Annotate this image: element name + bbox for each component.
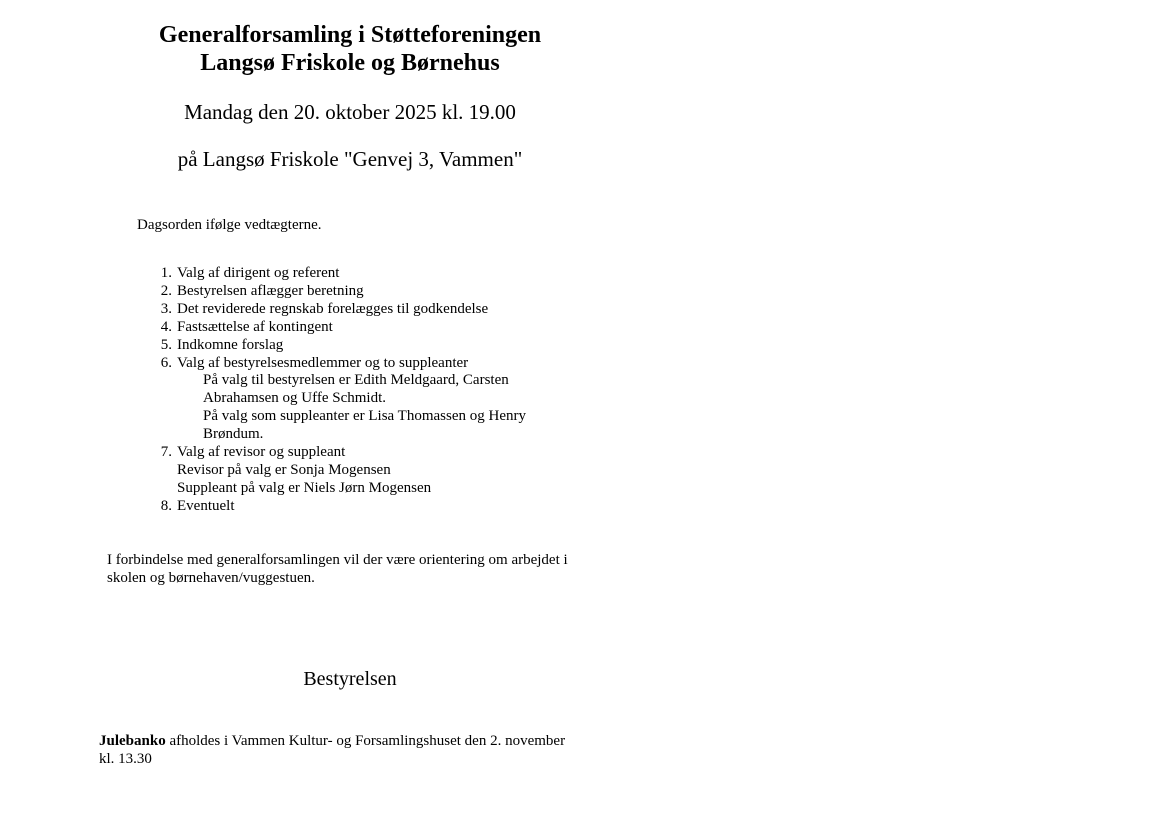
- agenda-item-number: 1.: [160, 265, 172, 281]
- meeting-place: på Langsø Friskole "Genvej 3, Vammen": [177, 147, 523, 171]
- agenda-item-5: [150, 337, 590, 355]
- agenda-intro: Dagsorden ifølge vedtægterne.: [137, 217, 322, 233]
- detail-line: Brøndum.: [203, 426, 264, 443]
- agenda-item-8: [150, 498, 590, 516]
- agenda-item-text: Det reviderede regnskab forelægges til godkendelse: [177, 300, 489, 317]
- agenda-item-number: 6.: [160, 354, 172, 371]
- agenda-list: [150, 265, 590, 516]
- agenda-item-text: Valg af revisor og suppleant: [177, 444, 346, 461]
- agenda-item-text: Indkomne forslag: [177, 336, 284, 353]
- agenda-item-text: Valg af bestyrelsesmedlemmer og to suppleanter: [177, 354, 469, 371]
- agenda-item-number: 7.: [160, 444, 172, 461]
- agenda-item-number: 4.: [160, 318, 172, 335]
- agenda-item-3: [150, 301, 590, 319]
- julebanko-time: kl. 13.30: [99, 751, 152, 767]
- detail-line: Suppleant på valg er Niels Jørn Mogensen: [177, 479, 432, 496]
- detail-line: På valg til bestyrelsen er Edith Meldgaard, Carsten: [203, 372, 509, 389]
- meeting-date: Mandag den 20. oktober 2025 kl. 19.00: [184, 100, 516, 124]
- detail-line: Revisor på valg er Sonja Mogensen: [177, 461, 391, 478]
- detail-line: Abrahamsen og Uffe Schmidt.: [203, 390, 387, 407]
- agenda-item-text: Valg af dirigent og referent: [177, 265, 340, 281]
- info-paragraph: [107, 551, 597, 587]
- detail-line: På valg som suppleanter er Lisa Thomassen og Henry: [203, 408, 526, 425]
- agenda-item-6: [150, 355, 590, 445]
- agenda-item-6-details: [177, 372, 590, 444]
- agenda-item-text: Bestyrelsen aflægger beretning: [177, 282, 364, 299]
- title-line-1: Generalforsamling i Støtteforeningen: [158, 22, 542, 48]
- info-line-2: skolen og børnehaven/vuggestuen.: [107, 570, 315, 586]
- agenda-item-text: Fastsættelse af kontingent: [177, 318, 333, 335]
- julebanko-text: afholdes i Vammen Kultur- og Forsamlingshuset den 2. november: [165, 733, 566, 749]
- agenda-item-7-details: [177, 462, 590, 498]
- title-line-2: Langsø Friskole og Børnehus: [200, 50, 500, 76]
- agenda-item-number: 5.: [160, 336, 172, 353]
- agenda-item-1: [150, 265, 590, 283]
- agenda-item-7: [150, 444, 590, 498]
- agenda-item-text: Eventuelt: [177, 497, 235, 514]
- julebanko-notice: [99, 732, 599, 768]
- agenda-item-number: 3.: [160, 300, 172, 317]
- agenda-item-2: [150, 283, 590, 301]
- signature: Bestyrelsen: [303, 668, 397, 690]
- agenda-item-number: 8.: [160, 497, 172, 514]
- agenda-item-4: [150, 319, 590, 337]
- page-title: [120, 21, 580, 77]
- agenda-item-number: 2.: [160, 282, 172, 299]
- julebanko-label: Julebanko: [99, 733, 166, 749]
- info-line-1: I forbindelse med generalforsamlingen vil der være orientering om arbejdet i: [107, 552, 568, 568]
